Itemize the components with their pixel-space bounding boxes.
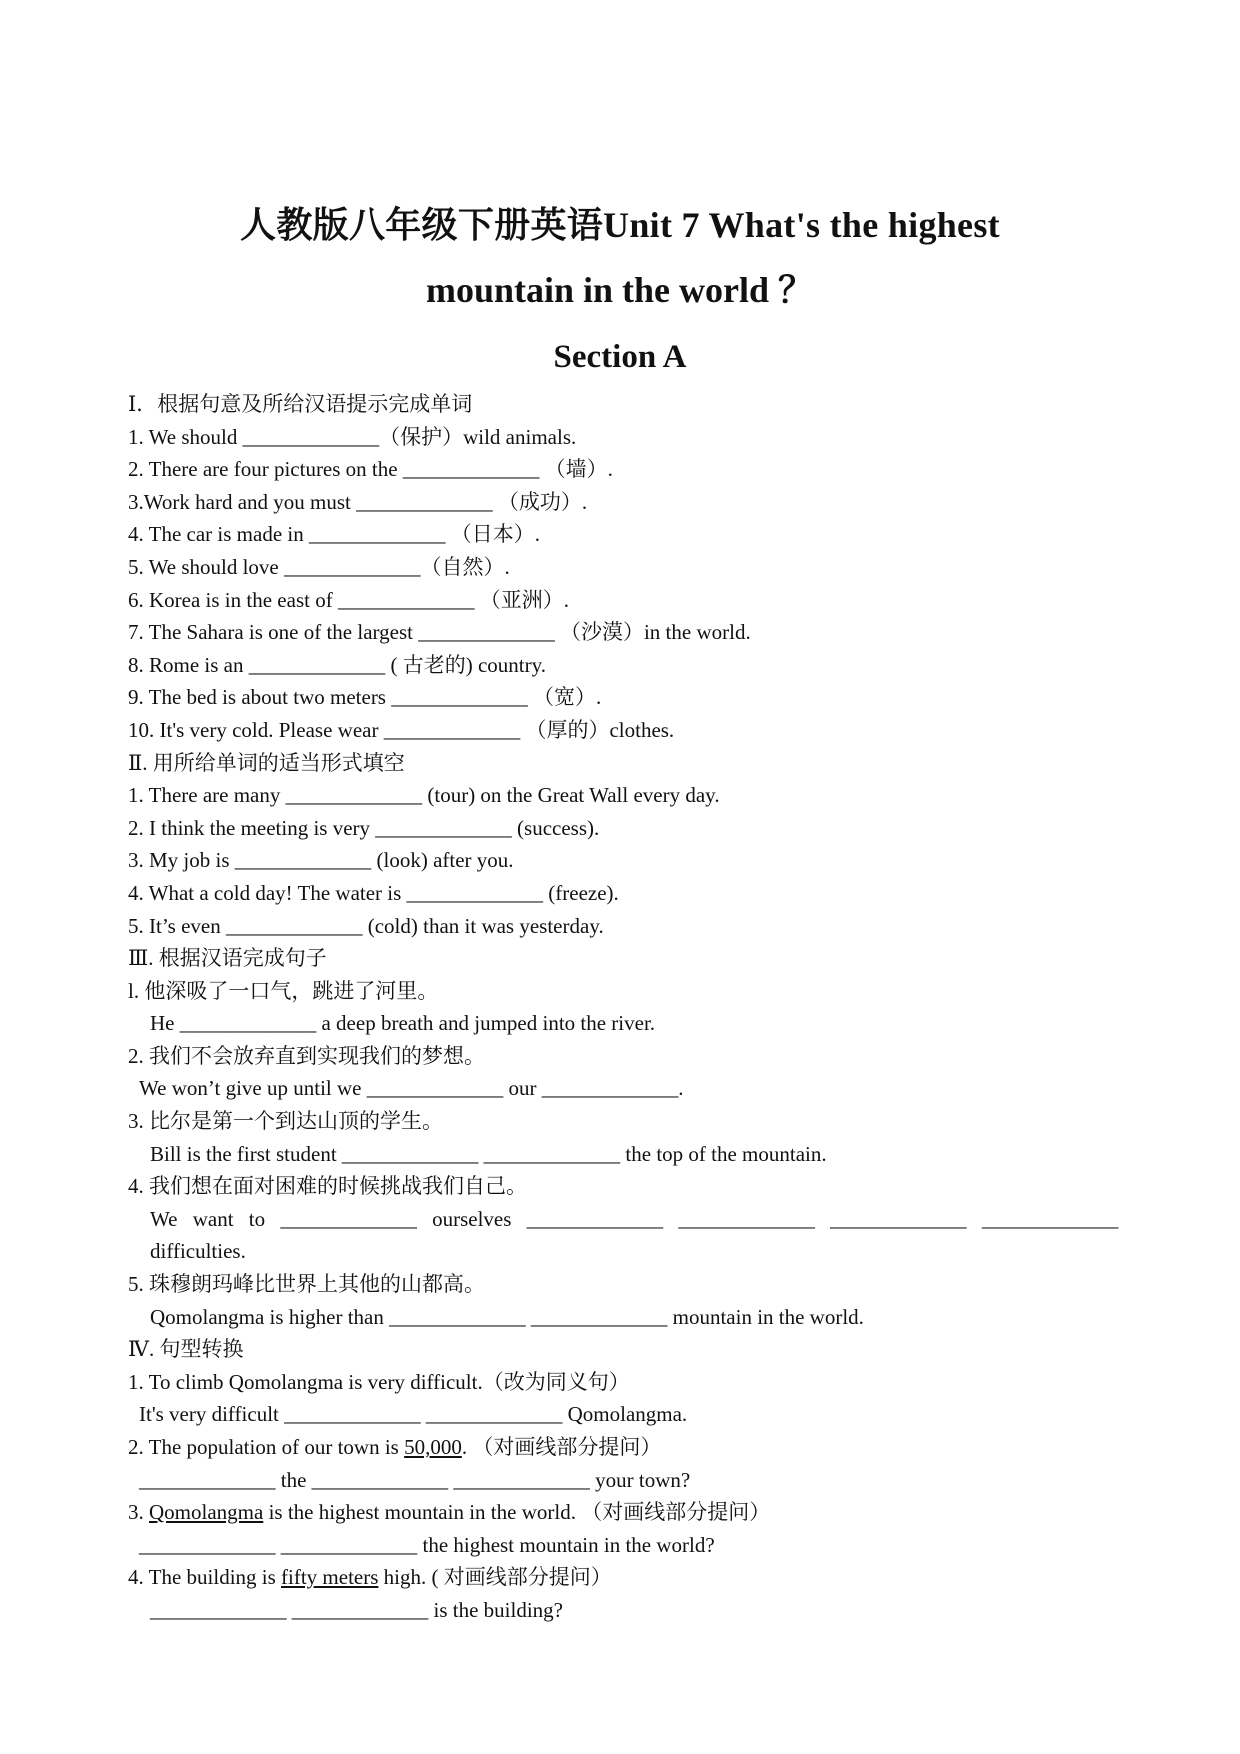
part3-q2-english: We won’t give up until we _____________ our _____________. <box>139 1076 684 1101</box>
part4-q2 <box>128 1431 1118 1464</box>
part4-q2-answer: _____________ the _____________ _____________ your town? <box>139 1467 691 1492</box>
part1-item-5: 5. We should love _____________（自然）. <box>128 554 510 579</box>
part4-q1: 1. To climb Qomolangma is very difficult.（改为同义句） <box>128 1369 630 1394</box>
part2-item-3: 3. My job is _____________ (look) after you. <box>128 848 514 873</box>
part1-heading: Ⅰ．根据句意及所给汉语提示完成单词 <box>128 392 473 416</box>
part2-item-5: 5. It’s even _____________ (cold) than it was yesterday. <box>128 913 604 938</box>
part4-q3-pre: 3. <box>128 1500 149 1525</box>
part4-q2-underlined: 50,000 <box>404 1435 462 1459</box>
page-title-line2: mountain in the world ？ <box>425 270 815 310</box>
part3-q1-chinese: l. 他深吸了一口气，跳进了河里。 <box>128 978 439 1003</box>
part2-item-4: 4. What a cold day! The water is _____________ (freeze). <box>128 880 619 905</box>
part2-item-1: 1. There are many _____________ (tour) on the Great Wall every day. <box>128 783 720 808</box>
worksheet-body <box>128 388 1118 1627</box>
part2-item-2: 2. I think the meeting is very _____________ (success). <box>128 815 600 840</box>
part1-item-10: 10. It's very cold. Please wear _____________ （厚的）clothes. <box>128 717 675 742</box>
part4-q2-pre: 2. The population of our town is <box>128 1435 405 1459</box>
part4-q4 <box>128 1561 1118 1594</box>
part3-q4-english-cont: difficulties. <box>150 1239 246 1264</box>
page-title-line1: 人教版八年级下册英语Unit 7 What's the highest <box>240 205 1000 245</box>
part4-q4-post: high. ( 对画线部分提问） <box>378 1565 612 1590</box>
part3-q5-english: Qomolangma is higher than _____________ _____________ mountain in the world. <box>150 1304 864 1329</box>
part1-item-6: 6. Korea is in the east of _____________ （亚洲）. <box>128 587 569 612</box>
part1-item-2: 2. There are four pictures on the _____________ （墙）. <box>128 457 613 482</box>
part3-heading: Ⅲ. 根据汉语完成句子 <box>128 946 327 971</box>
part4-q4-underlined: fifty meters <box>281 1565 379 1590</box>
part1-item-3: 3.Work hard and you must _____________ （成功）. <box>128 489 588 514</box>
part4-q2-post: . （对画线部分提问） <box>461 1435 662 1459</box>
part1-item-8: 8. Rome is an _____________ ( 古老的) country. <box>128 652 547 677</box>
part3-q4-english: We want to _____________ ourselves _____________ _____________ _____________ _____________ <box>150 1206 1119 1231</box>
section-title: Section A <box>553 339 687 375</box>
part1-item-9: 9. The bed is about two meters _____________ （宽）. <box>128 685 602 710</box>
part4-q3-underlined: Qomolangma <box>149 1500 264 1525</box>
part3-q4-chinese: 4. 我们想在面对困难的时候挑战我们自己。 <box>128 1174 527 1199</box>
part3-q3-chinese: 3. 比尔是第一个到达山顶的学生。 <box>128 1109 443 1134</box>
part4-heading: Ⅳ. 句型转换 <box>128 1337 244 1362</box>
part2-heading: Ⅱ. 用所给单词的适当形式填空 <box>128 750 405 775</box>
part3-q1-english: He _____________ a deep breath and jumped into the river. <box>150 1011 656 1036</box>
part4-q3 <box>128 1496 1118 1529</box>
part4-q1-answer: It's very difficult _____________ _____________ Qomolangma. <box>139 1402 688 1427</box>
part4-q3-post: is the highest mountain in the world. （对画线部分提问） <box>263 1500 771 1525</box>
part4-q4-pre: 4. The building is <box>128 1565 282 1590</box>
part1-item-4: 4. The car is made in _____________ （日本）. <box>128 522 540 547</box>
part4-q3-answer: _____________ _____________ the highest mountain in the world? <box>139 1532 715 1557</box>
part3-q2-chinese: 2. 我们不会放弃直到实现我们的梦想。 <box>128 1043 485 1068</box>
part1-item-1: 1. We should _____________（保护）wild animals. <box>128 424 577 449</box>
part1-item-7: 7. The Sahara is one of the largest _____________ （沙漠）in the world. <box>128 620 751 645</box>
part3-q3-english: Bill is the first student _____________ _____________ the top of the mountain. <box>150 1141 827 1166</box>
part4-q4-answer: _____________ _____________ is the building? <box>150 1597 563 1622</box>
part3-q5-chinese: 5. 珠穆朗玛峰比世界上其他的山都高。 <box>128 1272 485 1297</box>
